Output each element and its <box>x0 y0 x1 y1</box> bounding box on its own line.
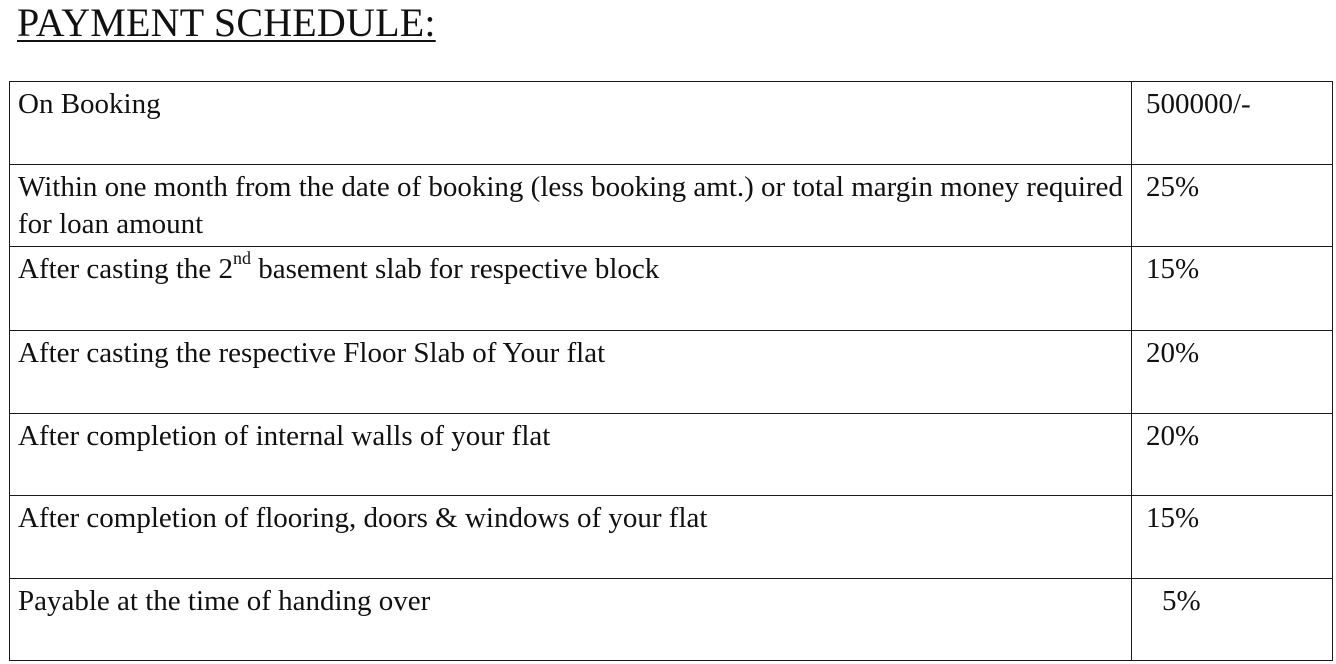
table-row <box>10 82 1333 165</box>
payment-schedule-table <box>9 81 1333 661</box>
table-row <box>10 414 1333 496</box>
table-row <box>10 247 1333 331</box>
table-row <box>10 331 1333 414</box>
table-row <box>10 579 1333 661</box>
stage-cell: On Booking <box>10 82 1132 165</box>
stage-text: After casting the 2 <box>18 253 234 285</box>
page-title: PAYMENT SCHEDULE: <box>17 0 436 45</box>
stage-cell: After completion of internal walls of your flat <box>10 414 1132 496</box>
amount-cell: 500000/- <box>1132 82 1333 165</box>
stage-cell: After completion of flooring, doors & windows of your flat <box>10 496 1132 579</box>
amount-cell: 15% <box>1132 496 1333 579</box>
table-row <box>10 165 1333 247</box>
table-row <box>10 496 1333 579</box>
ordinal-suffix: nd <box>233 248 252 269</box>
amount-cell: 25% <box>1132 165 1333 247</box>
stage-cell: Payable at the time of handing over <box>10 579 1132 661</box>
amount-cell: 5% <box>1132 579 1333 661</box>
amount-cell: 15% <box>1132 247 1333 331</box>
stage-cell: Within one month from the date of booking (less booking amt.) or total margin money required for loan amount <box>10 165 1132 247</box>
amount-cell: 20% <box>1132 414 1333 496</box>
stage-cell <box>10 247 1132 331</box>
amount-cell: 20% <box>1132 331 1333 414</box>
stage-cell: After casting the respective Floor Slab of Your flat <box>10 331 1132 414</box>
stage-text: basement slab for respective block <box>251 253 660 285</box>
